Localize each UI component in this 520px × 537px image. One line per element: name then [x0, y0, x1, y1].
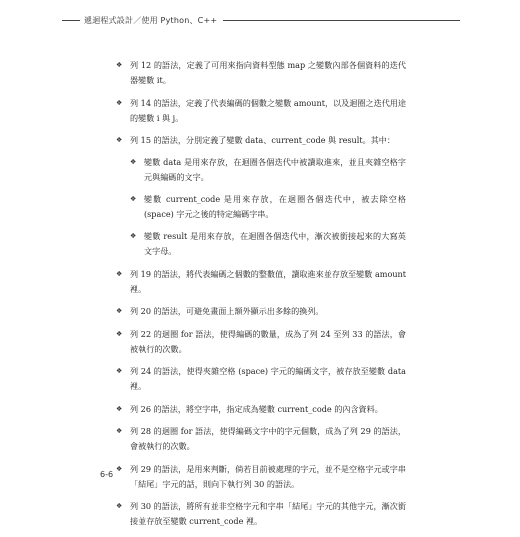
- diamond-bullet-icon: ❖: [116, 464, 123, 473]
- diamond-bullet-icon: ❖: [116, 307, 123, 315]
- header-rule-right: [223, 20, 460, 21]
- diamond-bullet-icon: ❖: [130, 232, 137, 240]
- page-number: 6-6: [100, 470, 114, 479]
- list-item: [116, 58, 406, 88]
- list-item-text: 列 28 的迴圈 for 語法，使得編碼文字中的字元個數，成為了列 29 的語法，會被執行的次數。: [130, 426, 406, 451]
- list-item-text: 列 15 的語法，分別定義了變數 data、current_code 與 result。其中：: [130, 135, 395, 145]
- list-item-text: 列 22 的迴圈 for 語法，使得編碼的數量，成為了列 24 至列 33 的語法，會被執行的次數。: [130, 328, 406, 354]
- diamond-bullet-icon: ❖: [116, 404, 123, 413]
- diamond-bullet-icon: ❖: [116, 427, 123, 435]
- list-item: [116, 462, 406, 492]
- sub-list-item-text: 變數 current_code 是用來存放，在迴圈各個迭代中，被去除空格 (space) 字元之後的特定編碼字串。: [144, 194, 406, 219]
- list-item-text: 列 12 的語法，定義了可用來指向資料型態 map 之變數內部各個資料的迭代器變數 it。: [130, 60, 406, 85]
- list-item: [116, 304, 406, 319]
- list-item-text: 列 24 的語法，使得夾雜空格 (space) 字元的編碼文字，被存放至變數 data 裡。: [130, 366, 406, 391]
- diamond-bullet-icon: ❖: [116, 98, 123, 107]
- diamond-bullet-icon: ❖: [130, 195, 137, 203]
- list-item-text: 列 20 的語法，可避免畫面上額外顯示出多餘的換列。: [130, 306, 324, 316]
- sub-list: [130, 155, 406, 259]
- sub-list-item: [130, 192, 406, 222]
- list-item: [116, 327, 406, 357]
- header-rule-left: [62, 20, 80, 21]
- sub-list-item: [130, 229, 406, 259]
- list-item: [116, 402, 406, 417]
- list-item-text: 列 19 的語法，將代表編碼之個數的整數值，讀取進來並存放至變數 amount 裡。: [130, 268, 406, 294]
- sub-list-item-text: 變數 result 是用來存放，在迴圈各個迭代中，漸次被銜接起來的大寫英文字母。: [144, 231, 406, 256]
- sub-list-item: [130, 155, 406, 185]
- diamond-bullet-icon: ❖: [116, 61, 123, 69]
- diamond-bullet-icon: ❖: [130, 158, 137, 166]
- sub-list-item-text: 變數 data 是用來存放，在迴圈各個迭代中被讀取進來，並且夾雜空格字元與編碼的文字。: [144, 157, 406, 182]
- list-item-text: 列 14 的語法，定義了代表編碼的個數之變數 amount，以及迴圈之迭代用途的變數 i 與 j。: [130, 97, 406, 123]
- list-item: [116, 267, 406, 297]
- page-body: [116, 58, 406, 537]
- list-item: [116, 364, 406, 394]
- running-header: [62, 12, 460, 28]
- diamond-bullet-icon: ❖: [116, 136, 123, 144]
- list-item-text: 列 30 的語法，將所有並非空格字元和字串「結尾」字元的其他字元，漸次銜接並存放至變數 current_code 裡。: [130, 501, 406, 526]
- list-item-text: 列 29 的語法，是用來判斷，倘若目前被處理的字元，並不是空格字元或字串「結尾」字元的話，則向下執行列 30 的語法。: [130, 463, 406, 489]
- list-item-text: 列 26 的語法，將空字串，指定成為變數 current_code 的內含資料。: [130, 403, 383, 414]
- diamond-bullet-icon: ❖: [116, 502, 123, 510]
- diamond-bullet-icon: ❖: [116, 269, 123, 278]
- header-title: 遞迴程式設計／使用 Python、C++: [84, 15, 218, 25]
- diamond-bullet-icon: ❖: [116, 367, 123, 375]
- list-item: [116, 96, 406, 126]
- list-item: [116, 424, 406, 454]
- diamond-bullet-icon: ❖: [116, 329, 123, 338]
- list-item: [116, 133, 406, 259]
- list-item: [116, 499, 406, 529]
